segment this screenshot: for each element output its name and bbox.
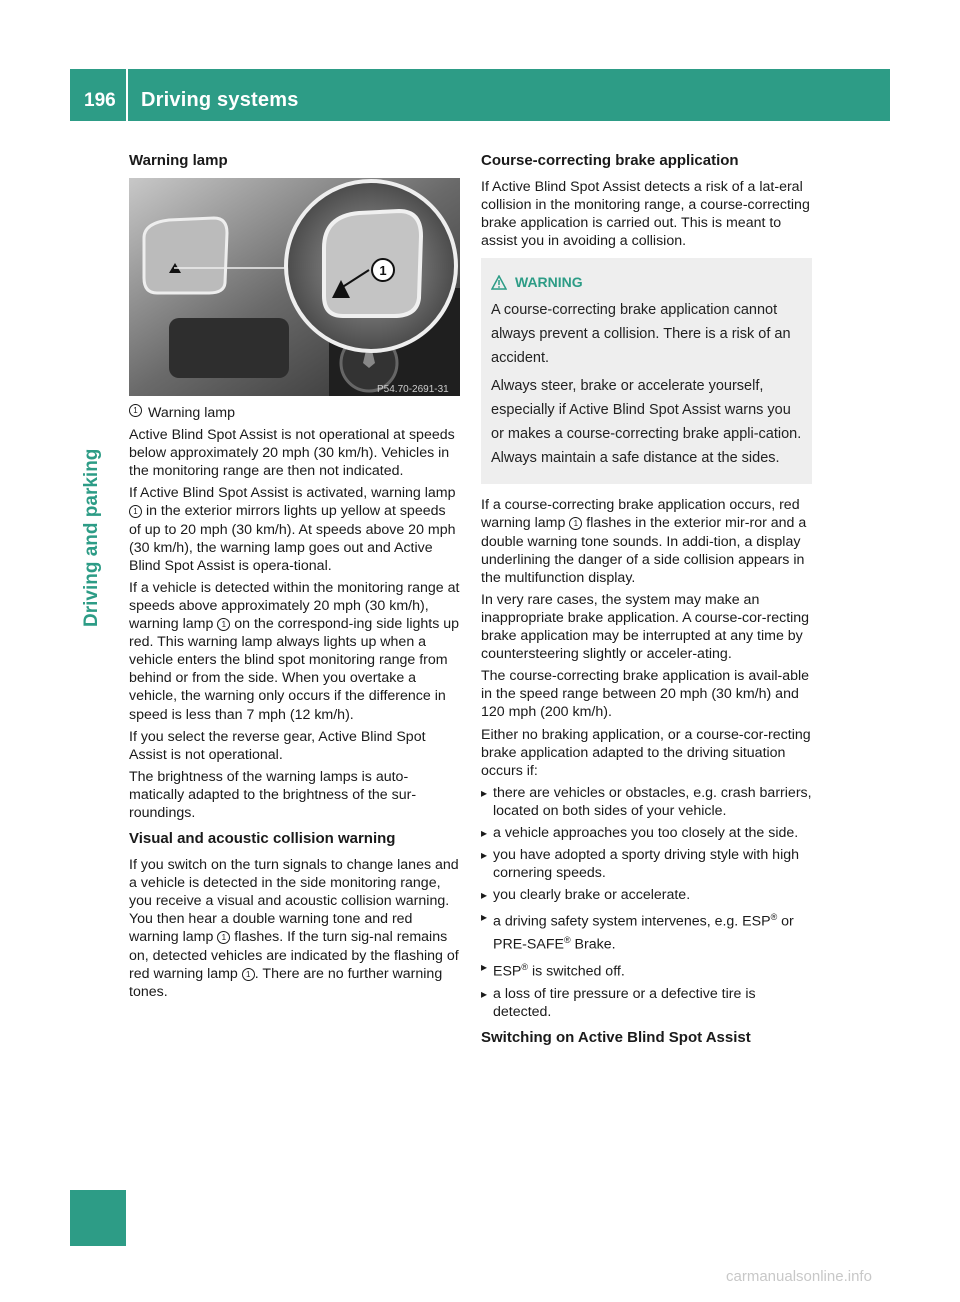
- paragraph: If a vehicle is detected within the monitoring range at speeds above approximately 20 mph (30 km/h), warning lamp 1 on the correspond-ing side lights up red. This warning lamp always lights up when a vehicle enters the blind spot monitoring range from behind or from the side. When you overtake a vehicle, the warning only occurs if the difference in speed is less than 7 mph (12 km/h).: [129, 579, 460, 723]
- paragraph: If you select the reverse gear, Active Blind Spot Assist is not operational.: [129, 728, 426, 763]
- warning-title: WARNING: [515, 274, 583, 291]
- warning-text: Always steer, brake or accelerate yourself, especially if Active Blind Spot Assist warns you or makes a course-correcting brake appli-cation. Always maintain a safe distance at the sides.: [491, 378, 802, 467]
- switching-on-heading: Switching on Active Blind Spot Assist: [481, 1029, 751, 1047]
- condition-list: [481, 784, 812, 1021]
- list-item: ▸ you clearly brake or accelerate.: [481, 886, 812, 904]
- side-tab-block: [70, 1190, 126, 1246]
- collision-warning-heading: Visual and acoustic collision warning: [129, 830, 396, 848]
- left-column: [129, 152, 460, 1005]
- mirror-illustration: [129, 178, 460, 396]
- paragraph: If you switch on the turn signals to change lanes and a vehicle is detected in the side monitoring range, you receive a visual and acoustic collision warning. You then hear a double warning tone and red warning lamp 1 flashes. If the turn sig-nal remains on, detected vehicles are indicated by the flashing of red warning lamp 1 . There are no further warning tones.: [129, 857, 459, 1000]
- paragraph: The brightness of the warning lamps is auto-matically adapted to the brightness of the sur-roundings.: [129, 768, 417, 821]
- footer-watermark: carmanualsonline.info: [726, 1268, 872, 1285]
- callout-marker: 1: [217, 618, 230, 631]
- figure-caption: [129, 404, 460, 422]
- list-item: ▸ ESP® is switched off.: [481, 958, 812, 981]
- callout-marker: 1: [217, 931, 230, 944]
- list-item: ▸ there are vehicles or obstacles, e.g. crash barriers, located on both sides of your vehicle.: [481, 784, 812, 820]
- warning-lamp-heading: Warning lamp: [129, 152, 228, 169]
- figure-code: P54.70-2691-31: [377, 384, 449, 395]
- paragraph: Either no braking application, or a course-cor-recting brake application adapted to the driving situation occurs if:: [481, 726, 811, 779]
- list-item: ▸ a vehicle approaches you too closely at the side.: [481, 824, 812, 842]
- section-title: Driving systems: [141, 89, 299, 111]
- right-column: [481, 152, 812, 1055]
- paragraph: If Active Blind Spot Assist detects a risk of a lat-eral collision in the monitoring range, a course-correcting brake application is carried out. This is meant to assist you in avoiding a collision.: [481, 179, 810, 250]
- page-number: 196: [84, 90, 116, 111]
- paragraph: If Active Blind Spot Assist is activated, warning lamp 1 in the exterior mirrors lights up yellow at speeds of up to 20 mph (30 km/h). At speeds above 20 mph (30 km/h), the warning lamp goes out and Active Blind Spot Assist is opera-tional.: [129, 485, 456, 574]
- mirror-figure: [129, 178, 460, 396]
- callout-marker: 1: [569, 517, 582, 530]
- warning-text: A course-correcting brake application cannot always prevent a collision. There is a risk of an accident.: [491, 302, 791, 367]
- list-item: ▸ a driving safety system intervenes, e.g. ESP® or PRE-SAFE® Brake.: [481, 908, 812, 954]
- caption-text: Warning lamp: [148, 405, 235, 421]
- list-item: ▸ you have adopted a sporty driving style with high cornering speeds.: [481, 846, 812, 882]
- callout-marker: 1: [129, 404, 142, 417]
- callout-marker: 1: [242, 968, 255, 981]
- callout-marker: 1: [129, 505, 142, 518]
- warning-triangle-icon: [491, 275, 507, 290]
- list-item: ▸ a loss of tire pressure or a defective tire is detected.: [481, 985, 812, 1021]
- paragraph: Active Blind Spot Assist is not operational at speeds below approximately 20 mph (30 km/h). Vehicles in the monitoring range are then not indicated.: [129, 427, 455, 480]
- warning-box: [481, 258, 812, 484]
- side-tab-label: Driving and parking: [81, 448, 102, 627]
- paragraph: In very rare cases, the system may make an inappropriate brake application. A course-cor-recting brake application may be interrupted at any time by countersteering slightly or acceler-ating.: [481, 591, 810, 663]
- paragraph: If a course-correcting brake application occurs, red warning lamp 1 flashes in the exterior mir-ror and a double warning tone sounds. In addi-tion, a display underlining the danger of a side collision appears in the multifunction display.: [481, 497, 807, 586]
- warning-header: [491, 270, 802, 294]
- paragraph: The course-correcting brake application is avail-able in the speed range between 20 mph (30 km/h) and 120 mph (200 km/h).: [481, 668, 810, 721]
- figure-callout: 1: [379, 263, 387, 278]
- header-divider: [126, 69, 128, 121]
- brake-application-heading: Course-correcting brake application: [481, 152, 739, 169]
